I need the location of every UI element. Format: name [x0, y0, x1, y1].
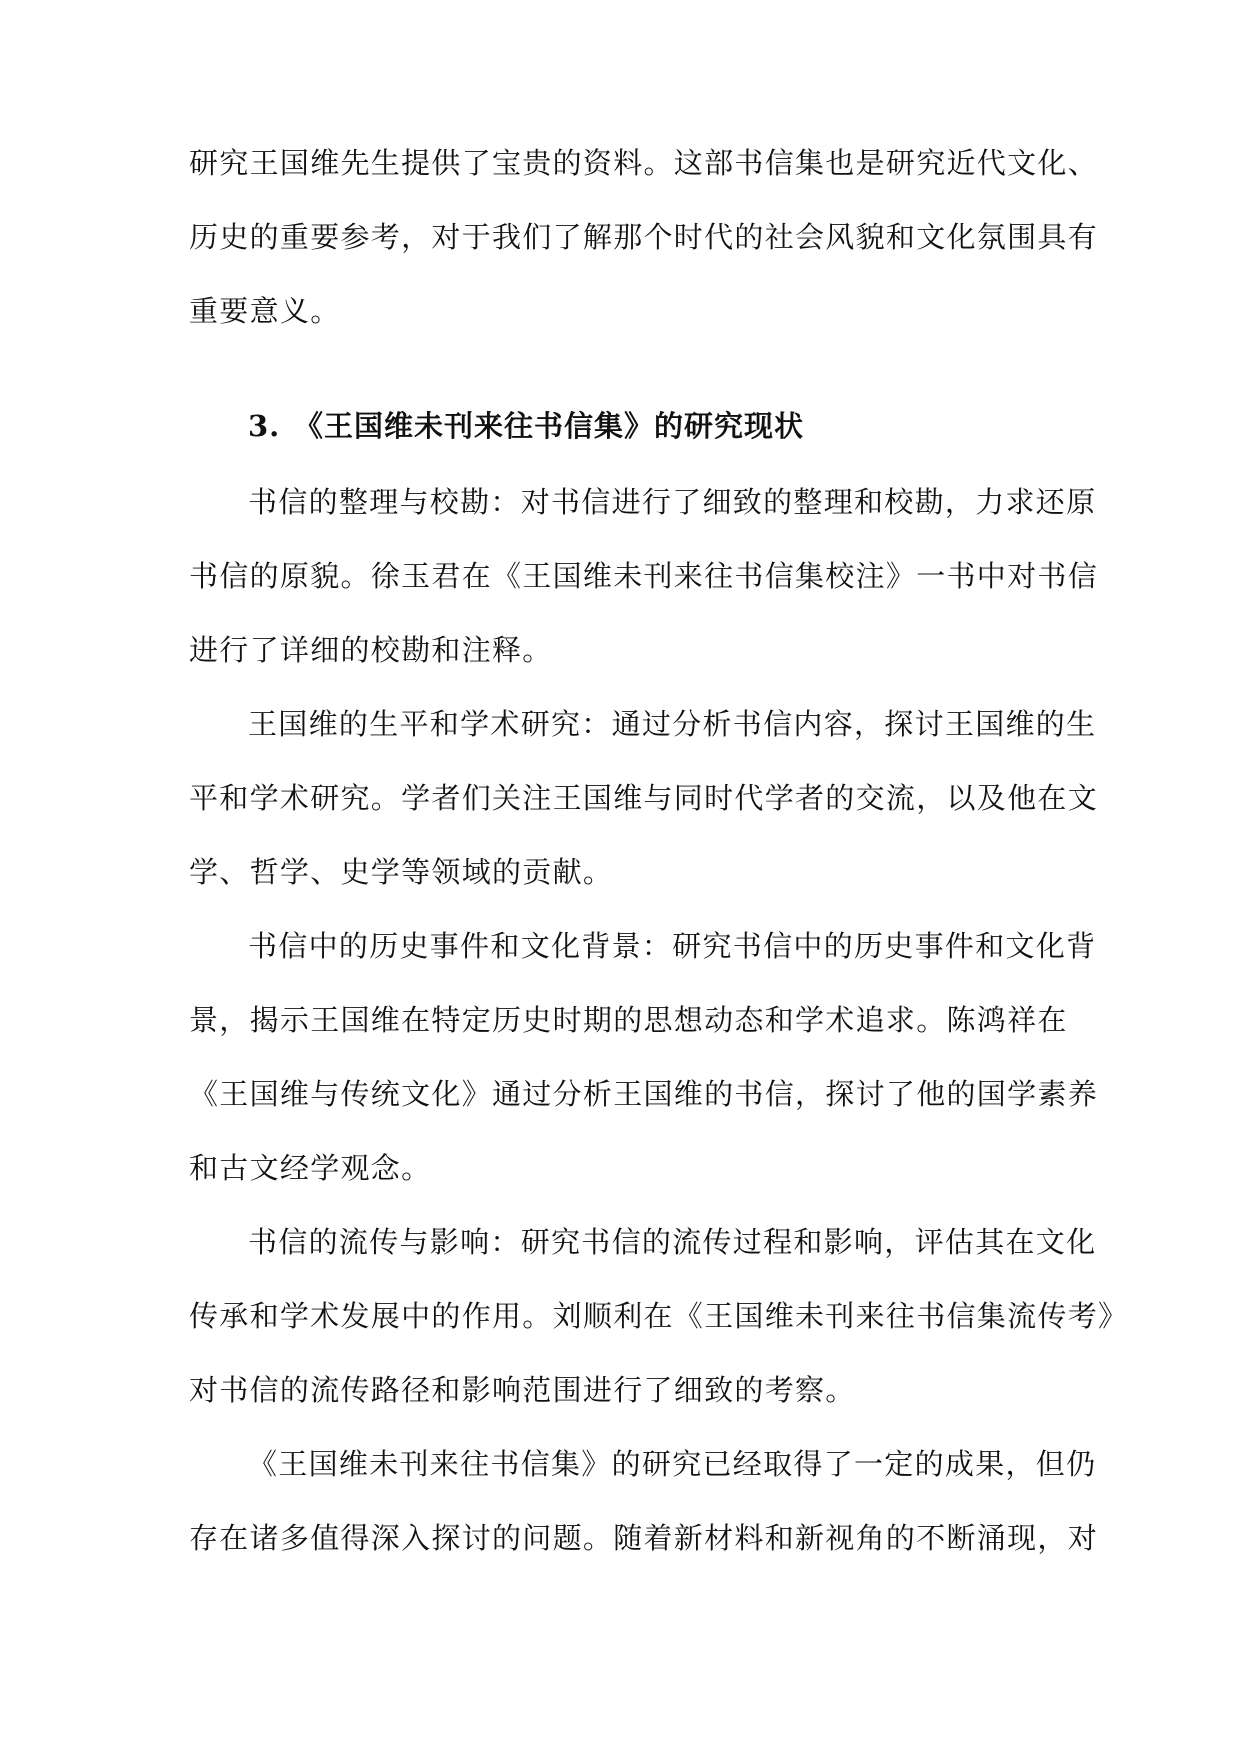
paragraph-2-line-1: 王国维的生平和学术研究：通过分析书信内容，探讨王国维的生 [248, 707, 1097, 741]
paragraph-1-line-1: 书信的整理与校勘：对书信进行了细致的整理和校勘，力求还原 [248, 485, 1097, 519]
paragraph-3-line-1: 书信中的历史事件和文化背景：研究书信中的历史事件和文化背 [248, 929, 1097, 963]
section-number: 3. [248, 409, 281, 443]
paragraph-2-line-3: 学、哲学、史学等领域的贡献。 [189, 855, 614, 889]
section-title: 《王国维未刊来往书信集》的研究现状 [294, 409, 805, 443]
intro-line-3: 重要意义。 [189, 294, 341, 328]
paragraph-5-line-1: 《王国维未刊来往书信集》的研究已经取得了一定的成果，但仍 [248, 1447, 1097, 1481]
intro-line-1: 研究王国维先生提供了宝贵的资料。这部书信集也是研究近代文化、 [189, 146, 1099, 180]
paragraph-5-line-2: 存在诸多值得深入探讨的问题。随着新材料和新视角的不断涌现，对 [189, 1521, 1099, 1555]
paragraph-1-line-3: 进行了详细的校勘和注释。 [189, 633, 553, 667]
paragraph-4-line-3: 对书信的流传路径和影响范围进行了细致的考察。 [189, 1373, 856, 1407]
paragraph-4-line-1: 书信的流传与影响：研究书信的流传过程和影响，评估其在文化 [248, 1225, 1097, 1259]
paragraph-3-line-2: 景，揭示王国维在特定历史时期的思想动态和学术追求。陈鸿祥在 [189, 1003, 1068, 1037]
intro-line-2: 历史的重要参考，对于我们了解那个时代的社会风貌和文化氛围具有 [189, 220, 1099, 254]
paragraph-2-line-2: 平和学术研究。学者们关注王国维与同时代学者的交流，以及他在文 [189, 781, 1099, 815]
paragraph-1-line-2: 书信的原貌。徐玉君在《王国维未刊来往书信集校注》一书中对书信 [189, 559, 1099, 593]
section-heading [248, 406, 1060, 446]
paragraph-4-line-2: 传承和学术发展中的作用。刘顺利在《王国维未刊来往书信集流传考》 [189, 1299, 1129, 1333]
paragraph-3-line-3: 《王国维与传统文化》通过分析王国维的书信，探讨了他的国学素养 [189, 1077, 1099, 1111]
paragraph-3-line-4: 和古文经学观念。 [189, 1151, 432, 1185]
